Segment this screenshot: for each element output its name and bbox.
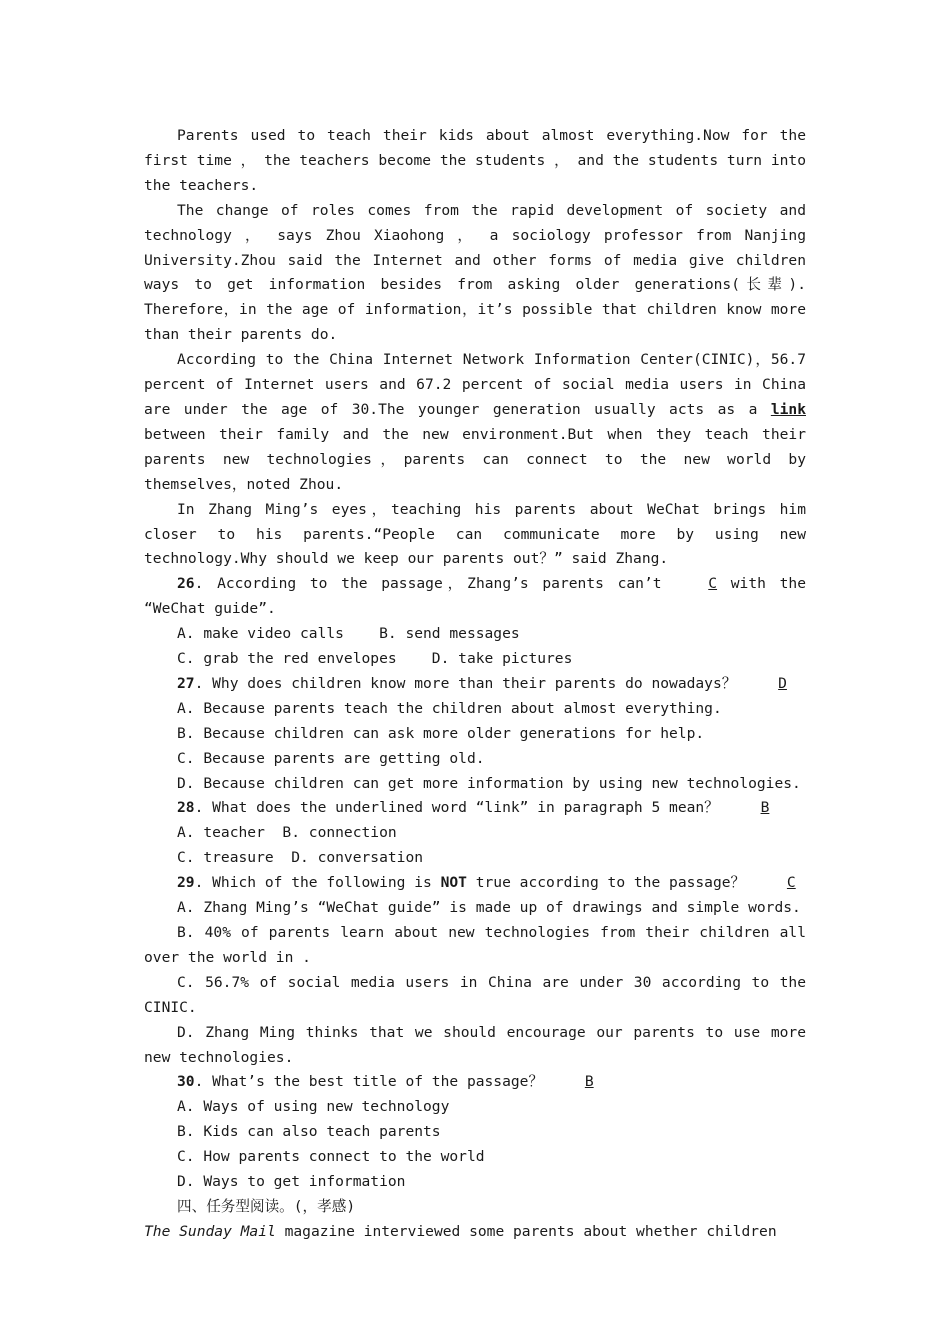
option-line: D. Ways to get information	[177, 1173, 406, 1191]
option-line: A. teacher B. connection	[177, 824, 397, 842]
option-line: A. Because parents teach the children about almost everything.	[177, 699, 722, 717]
question-text-after: with the “WeChat guide”.	[144, 575, 806, 618]
question-text-pre: . Which of the following is	[194, 874, 441, 892]
document-page	[144, 124, 806, 1245]
option-line: B. Kids can also teach parents	[177, 1123, 441, 1141]
question-26	[144, 572, 806, 622]
option-line: C. Because parents are getting old.	[177, 749, 485, 767]
answer-blank: D	[778, 674, 787, 692]
passage-paragraph-1: Parents used to teach their kids about almost everything.Now for the first time ， the teachers become the students ， and the students turn into the teachers.	[144, 127, 806, 194]
answer-blank: C	[786, 874, 796, 892]
option-line: A. Zhang Ming’s “WeChat guide” is made up of drawings and simple words.	[177, 899, 801, 917]
option-line: C. How parents connect to the world	[177, 1148, 485, 1166]
question-27	[144, 672, 806, 697]
paragraph-3-text-after: between their family and the new environment.But when they teach their parents new technologies，parents can connect to the new world by themselves，noted Zhou.	[144, 425, 806, 493]
magazine-title: The Sunday Mail	[144, 1222, 276, 1240]
answer-blank: B	[584, 1073, 594, 1091]
question-number: 27	[177, 674, 195, 692]
option-line: C. 56.7% of social media users in China are under 30 according to the CINIC.	[144, 973, 806, 1016]
option-line: D. Zhang Ming thinks that we should encourage our parents to use more new technologies.	[144, 1023, 806, 1066]
section-4-intro	[144, 1220, 806, 1245]
emphasis-not: NOT	[440, 874, 467, 892]
paragraph-3-text-before: According to the China Internet Network Information Center(CINIC)，56.7 percent of Internet users and 67.2 percent of social media users in China are under the age of 30.The younger generation usually acts as a	[144, 351, 806, 418]
question-30	[144, 1070, 806, 1095]
underlined-word-link: link	[770, 400, 806, 418]
question-28	[144, 796, 806, 821]
option-line: A. make video calls B. send messages	[177, 625, 520, 643]
question-text: true according to the passage？	[466, 874, 754, 892]
answer-blank: C	[708, 575, 718, 593]
question-29	[144, 871, 806, 896]
passage-paragraph-2: The change of roles comes from the rapid development of society and technology ， says Zhou Xiaohong ， a sociology professor from Nanjing University.Zhou said the Internet and other forms of media give children ways to get information besides from asking older generations(长辈). Therefore，in the age of information，it’s possible that children know more than their parents do.	[144, 201, 806, 344]
question-number: 28	[177, 799, 195, 817]
question-number: 26	[177, 575, 195, 593]
passage-paragraph-3	[144, 348, 806, 497]
option-line: B. Because children can ask more older generations for help.	[177, 724, 705, 742]
question-text: . What’s the best title of the passage？	[194, 1073, 552, 1091]
section-heading: 四、任务型阅读。(，孝感)	[177, 1197, 356, 1215]
answer-blank: B	[760, 799, 770, 817]
option-line: D. Because children can get more information by using new technologies.	[177, 774, 801, 792]
option-line: C. treasure D. conversation	[177, 849, 424, 867]
option-line: B. 40% of parents learn about new technologies from their children all over the world in .	[144, 924, 806, 966]
option-line: A. Ways of using new technology	[177, 1098, 450, 1116]
question-text: . According to the passage，Zhang’s parents can’t	[194, 575, 676, 593]
question-text: . What does the underlined word “link” in paragraph 5 mean？	[194, 799, 728, 817]
section-4-text: magazine interviewed some parents about whether children	[275, 1222, 777, 1240]
question-text: . Why does children know more than their parents do nowadays？	[194, 674, 746, 692]
passage-paragraph-4: In Zhang Ming’s eyes，teaching his parents about WeChat brings him closer to his parents.“People can communicate more by using new technology.Why should we keep our parents out？” said Zhang.	[144, 500, 806, 568]
question-number: 30	[177, 1073, 195, 1091]
question-number: 29	[177, 874, 195, 892]
option-line: C. grab the red envelopes D. take pictures	[177, 650, 573, 668]
